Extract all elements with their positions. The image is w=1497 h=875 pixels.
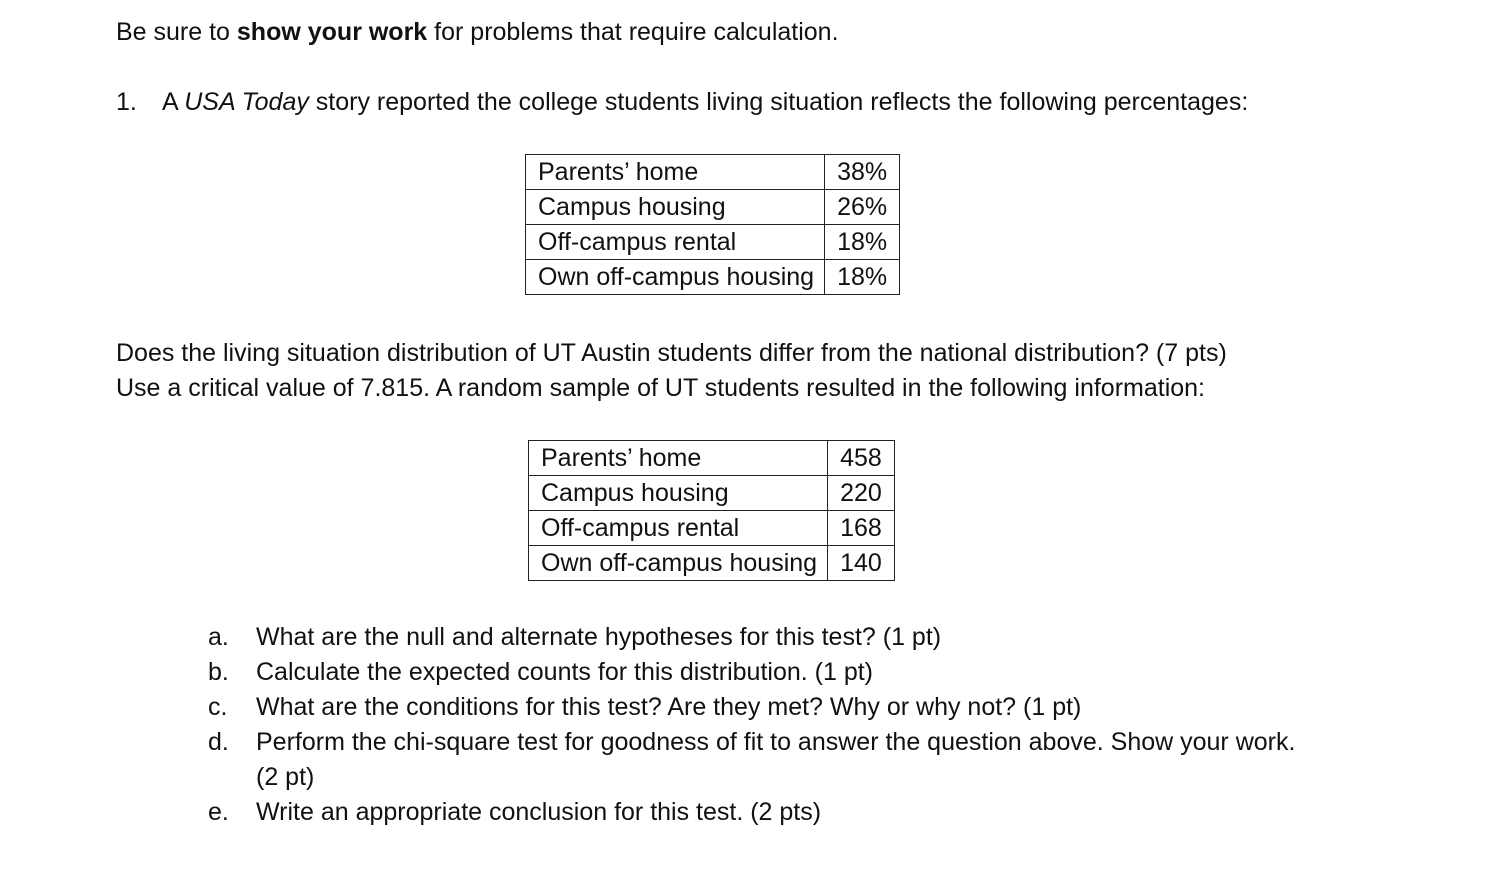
instruction-bold: show your work [236, 18, 428, 46]
table-row [526, 155, 900, 190]
national-percentages-table [525, 154, 900, 295]
row-value: 18% [825, 225, 900, 260]
table-row [529, 441, 895, 476]
row-label: Campus housing [529, 476, 828, 511]
row-value: 38% [825, 155, 900, 190]
table-row [529, 511, 895, 546]
item-text: Calculate the expected counts for this distribution. (1 pt) [256, 658, 873, 686]
row-value: 220 [828, 476, 895, 511]
item-marker: b. [208, 658, 229, 686]
row-label: Own off-campus housing [529, 546, 828, 581]
row-value: 458 [828, 441, 895, 476]
table-row [526, 225, 900, 260]
intro-prefix: A [162, 88, 185, 116]
instruction-line [116, 20, 839, 45]
sample-counts-table [528, 440, 895, 581]
table-row [526, 260, 900, 295]
row-label: Parents’ home [526, 155, 825, 190]
row-value: 26% [825, 190, 900, 225]
item-text: Write an appropriate conclusion for this test. (2 pts) [256, 798, 822, 826]
problem-intro [116, 90, 1248, 115]
row-value: 140 [828, 546, 895, 581]
item-marker: d. [208, 728, 229, 756]
table-row [529, 476, 895, 511]
item-text: What are the null and alternate hypotheses for this test? (1 pt) [256, 623, 942, 651]
item-marker: a. [208, 623, 229, 651]
question-line-1: Does the living situation distribution of UT Austin students differ from the national distribution? (7 pts) [116, 339, 1227, 367]
item-marker: e. [208, 798, 229, 826]
item-marker: c. [208, 693, 228, 721]
row-label: Parents’ home [529, 441, 828, 476]
row-value: 168 [828, 511, 895, 546]
problem-number: 1. [116, 88, 137, 116]
row-label: Off-campus rental [526, 225, 825, 260]
table-row [529, 546, 895, 581]
row-value: 18% [825, 260, 900, 295]
table-row [526, 190, 900, 225]
item-text: What are the conditions for this test? Are they met? Why or why not? (1 pt) [256, 693, 1082, 721]
instruction-suffix: for problems that require calculation. [427, 18, 839, 46]
intro-italic: USA Today [184, 88, 309, 116]
item-text: Perform the chi-square test for goodness of fit to answer the question above. Show your work. (2 pt) [256, 728, 1296, 791]
row-label: Own off-campus housing [526, 260, 825, 295]
question-line-2: Use a critical value of 7.815. A random sample of UT students resulted in the following information: [116, 374, 1206, 402]
row-label: Campus housing [526, 190, 825, 225]
intro-suffix: story reported the college students living situation reflects the following percentages: [308, 88, 1249, 116]
instruction-prefix: Be sure to [116, 18, 237, 46]
row-label: Off-campus rental [529, 511, 828, 546]
